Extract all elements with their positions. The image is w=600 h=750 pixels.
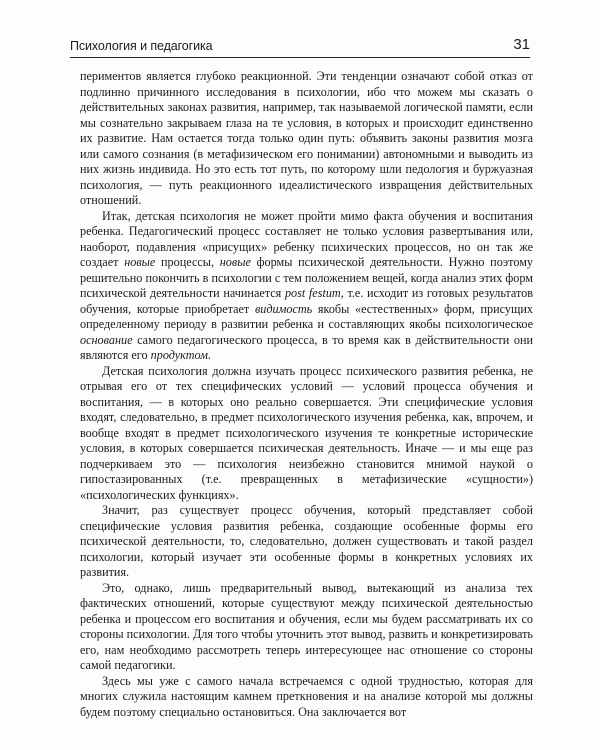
text-run: процессы, xyxy=(155,255,220,269)
italic-run: основание xyxy=(80,332,133,347)
text-run: якобы «естественных» форм, присущих определенному периоду в развитии ребенка и составляющих якобы психологическое xyxy=(80,301,533,331)
text-run: самого педагогического процесса, в то время как в действительности они являются его xyxy=(80,332,533,362)
paragraph xyxy=(80,209,533,364)
text-run: Это, однако, лишь предварительный вывод, вытекающий из анализа тех фактических отношений, которые существуют между психической деятельностью ребенка и процессом его воспитания и обучения, если мы будем рассматривать их со стороны психологии. Для того чтобы уточнить этот вывод, развить и конкретизировать его, нам необходимо рассмотреть теперь интересующее нас отношение со стороны самой педагогики. xyxy=(80,580,533,672)
italic-run: новые xyxy=(124,255,156,269)
text-run: Значит, раз существует процесс обучения, который представляет собой специфические условия развития ребенка, создающие особенные формы его психической деятельности, то, следовательно, должен существовать и такой раздел психологии, который изучает эти особенные формы в конкретных условиях их развития. xyxy=(80,503,533,579)
text-run: Здесь мы уже с самого начала встречаемся с одной трудностью, которая для многих служила настоящим камнем преткновения и на анализе которой мы должны будем поэтому специально остановиться. Она заключается вот xyxy=(80,673,533,719)
text-run: . xyxy=(207,348,211,362)
paragraph xyxy=(80,674,533,721)
italic-run: продуктом xyxy=(150,348,208,362)
running-title: Психология и педагогика xyxy=(70,39,213,53)
paragraph xyxy=(80,581,533,674)
italic-run: новые xyxy=(219,255,251,269)
text-run: Детская психология должна изучать процесс психического развития ребенка, не отрывая его от тех специфических условий — условий процесса обучения и воспитания, — в которых оно реально совершается. Эти специфические условия входят, следовательно, в предмет психологического изучения ребенка, как, впрочем, и вообще входят в предмет психологического изучения те конкретные исторические условия, в которых совершается психическая деятельность. Иначе — и мы еще раз подчеркиваем это — психология неизбежно становится мнимой наукой о гипостазированных (т.е. превращенных в метафизические «сущности») «психологических функциях». xyxy=(80,363,533,502)
text-run: периментов является глубоко реакционной. Эти тенденции означают собой отказ от подлинно причинного исследования в психологии, ибо что можем мы сказать о действительных законах развития, например, так называемой логической памяти, если мы сознательно закрываем глаза на те условия, в которых и происходит единственно их развитие. Нам остается тогда только один путь: объявить законы развития мозга или самого сознания (в метафизическом его понимании) автономными и выводить из них жизнь индивида. Но это есть тот путь, по которому шли педология и буржуазная психология, — путь реакционного идеалистического извращения действительных отношений. xyxy=(80,69,533,207)
paragraph xyxy=(80,69,533,209)
text-run: формы психической деятельности. Нужно поэтому решительно покончить в психологии с тем положением вещей, когда анализ этих форм психической деятельности начинается xyxy=(80,255,533,300)
page-header xyxy=(70,0,530,59)
paragraph xyxy=(80,364,533,504)
italic-run: видимость xyxy=(254,301,313,316)
body-text xyxy=(80,69,533,720)
page-number: 31 xyxy=(513,36,530,53)
text-run: Итак, детская психология не может пройти мимо факта обучения и воспитания ребенка. Педагогический процесс составляет не только условия развертывания или, наоборот, подавления «присущих» ребенку психических процессов, но он так же создает xyxy=(80,208,533,269)
italic-run: post festum xyxy=(284,286,341,300)
paragraph xyxy=(80,503,533,581)
header-rule xyxy=(70,57,530,58)
text-run: , т.е. исходит из готовых результатов обучения, которые приобретает xyxy=(80,286,534,316)
